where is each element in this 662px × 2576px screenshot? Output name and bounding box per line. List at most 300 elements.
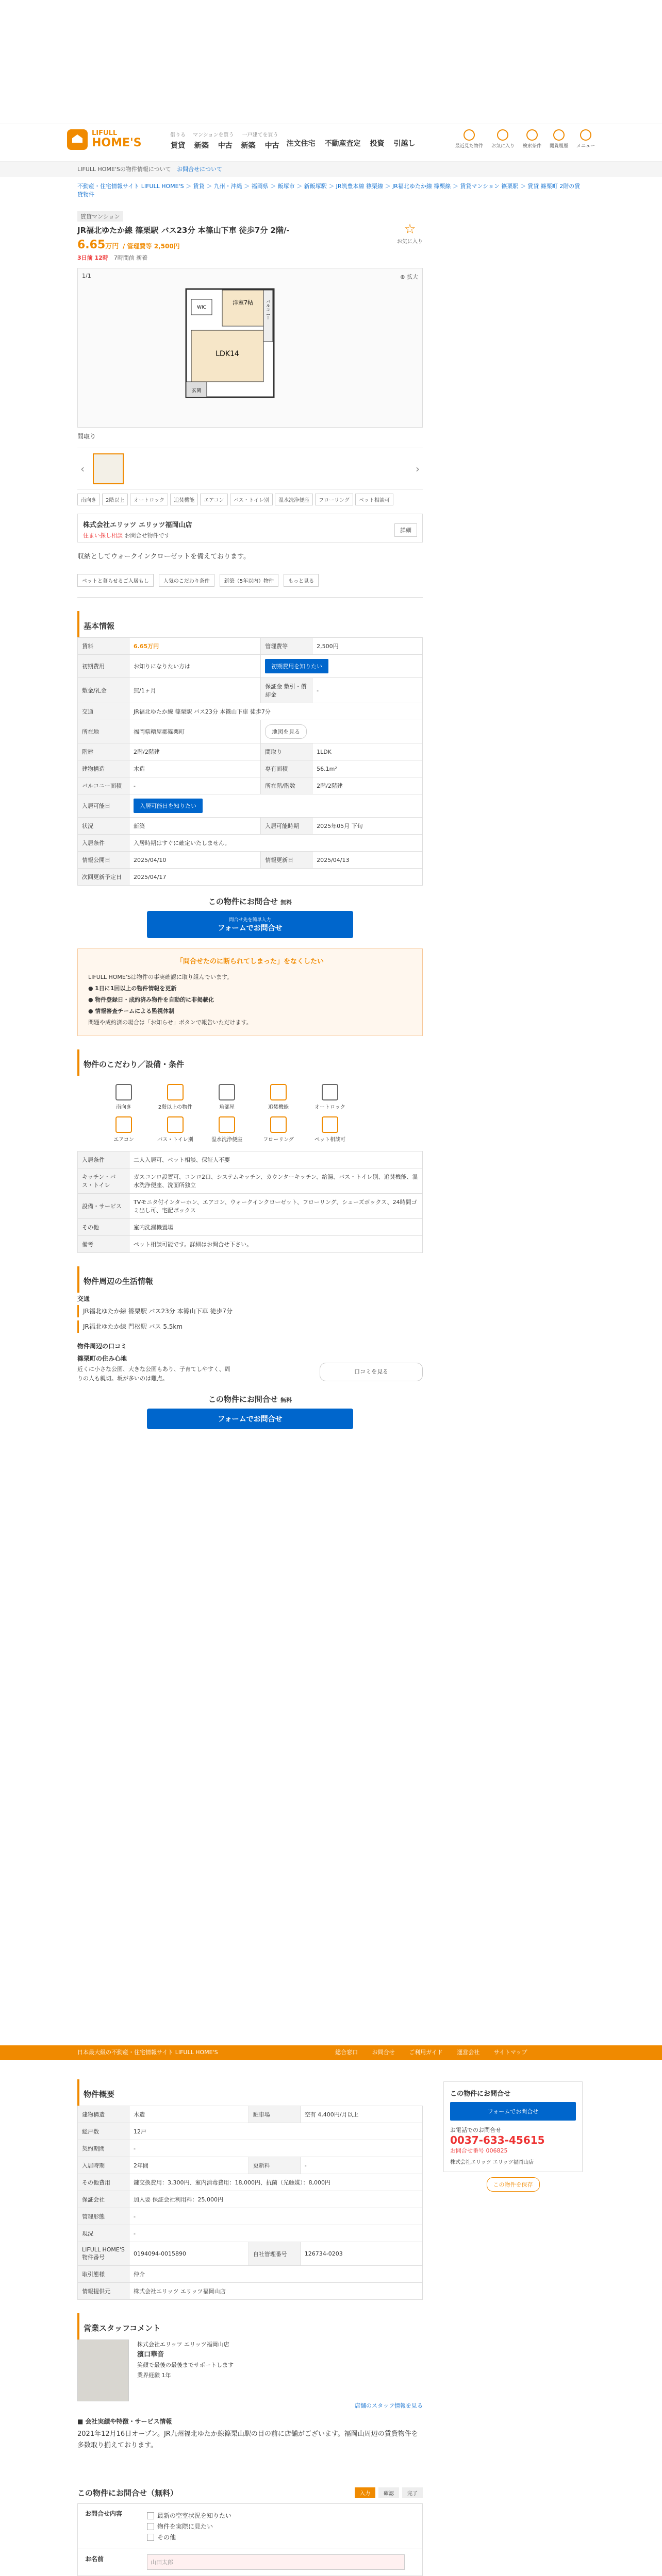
- trouble-point: 1日に1回以上の物件情報を更新: [95, 985, 177, 992]
- table-row: [78, 2266, 423, 2283]
- checkbox[interactable]: [147, 2523, 154, 2530]
- th: 所在地: [78, 720, 129, 743]
- th: 保証金 敷引・償却金: [261, 678, 312, 703]
- menu-button[interactable]: [576, 129, 595, 149]
- nav-group-house: [241, 130, 279, 150]
- table-row: [78, 777, 423, 794]
- staff-photo: [77, 2340, 129, 2401]
- basic-info-title: 基本情報: [77, 611, 423, 637]
- fi-label: バス・トイレ別: [157, 1137, 193, 1143]
- th: 入居可能時期: [261, 818, 312, 835]
- table-row: [78, 720, 423, 743]
- logo-bottom: HOME'S: [92, 137, 142, 150]
- contact-free: 無料: [280, 1397, 292, 1403]
- td: 2025年05月 下旬: [312, 818, 423, 835]
- info-a: 3日前 12時: [77, 255, 108, 261]
- lock-icon: [322, 1084, 338, 1100]
- side-phone-id: お問合せ番号 006825: [450, 2147, 508, 2154]
- td: -: [129, 2140, 423, 2157]
- td: 木造: [129, 760, 261, 777]
- favorites-button[interactable]: [491, 129, 515, 149]
- table-row: [78, 818, 423, 835]
- th: 備考: [78, 1236, 129, 1253]
- initial-cost-button[interactable]: 初期費用を知りたい: [265, 659, 328, 673]
- td: -: [129, 2225, 423, 2242]
- query-option[interactable]: [147, 2511, 231, 2520]
- band-link[interactable]: ご利用ガイド: [409, 2049, 443, 2056]
- td: お知りになりたい方は: [129, 655, 261, 678]
- td: 福岡県糟屋郡篠栗町: [129, 720, 261, 743]
- staff-name: 濱口華音: [137, 2351, 164, 2359]
- search-icon: [526, 129, 538, 141]
- th: バルコニー面積: [78, 777, 129, 794]
- td: 二人入居可、ペット相談、保証人不要: [129, 1151, 423, 1168]
- contact-button-label: フォームでお問合せ: [218, 1415, 283, 1423]
- fi-label: 角部屋: [219, 1105, 235, 1110]
- env-route: JR福北ゆたか線 門松駅 バス 5.5km: [77, 1320, 423, 1333]
- th: 交通: [78, 703, 129, 720]
- feature-reheat: [253, 1084, 304, 1110]
- next-arrow-icon[interactable]: ›: [416, 463, 420, 475]
- nav-house-used[interactable]: 中古: [264, 142, 279, 150]
- saved-search-button[interactable]: [523, 129, 541, 149]
- fi-label: フローリング: [263, 1137, 294, 1143]
- th: 設備・サービス: [78, 1194, 129, 1219]
- label: メニュー: [576, 144, 595, 149]
- listing-info: [77, 253, 423, 262]
- fi-label: ペット相談可: [315, 1137, 345, 1143]
- th: 駐車場: [249, 2106, 300, 2123]
- env-block: [77, 1293, 423, 1383]
- heart-icon: [497, 129, 508, 141]
- td: 空有 4,400円/月以上: [300, 2106, 422, 2123]
- band-link[interactable]: サイトマップ: [493, 2049, 527, 2056]
- th: その他費用: [78, 2174, 129, 2191]
- feature-chip: 南向き: [77, 494, 100, 505]
- name-input[interactable]: 山田太郎: [147, 2554, 405, 2570]
- basic-info-table: [77, 637, 423, 886]
- sub-bar: [0, 162, 662, 177]
- nav-rent[interactable]: 賃貸: [171, 142, 185, 150]
- photo-gallery[interactable]: [77, 268, 423, 428]
- feature-chip: フローリング: [315, 494, 353, 505]
- td: JR福北ゆたか線 篠栗駅 バス23分 本篠山下車 徒歩7分: [129, 703, 423, 720]
- plan-room-label: WIC: [197, 305, 206, 310]
- td: 無/1ヶ月: [129, 678, 261, 703]
- contact-title: この物件にお問合せ: [208, 897, 278, 906]
- logo-mark-icon: [67, 129, 88, 150]
- env-route: JR福北ゆたか線 篠栗駅 バス23分 本篠山下車 徒歩7分: [77, 1305, 423, 1317]
- building-icon: [167, 1084, 184, 1100]
- table-row: [78, 2242, 423, 2266]
- point-chips: [77, 569, 423, 598]
- nav-cap: 一戸建てを買う: [242, 132, 278, 138]
- feature-chip: ペット相談可: [355, 494, 393, 505]
- nav-cap: 借りる: [170, 132, 186, 138]
- map-button[interactable]: 地図を見る: [265, 724, 307, 739]
- table-row: [78, 1236, 423, 1253]
- table-row: [78, 1219, 423, 1236]
- table-row: [78, 678, 423, 703]
- td: -: [129, 777, 261, 794]
- query-option[interactable]: [147, 2522, 231, 2531]
- th: 階建: [78, 743, 129, 760]
- plan-room-label: 洋室7帖: [233, 299, 253, 306]
- main-column: [77, 211, 423, 1439]
- nav-moving[interactable]: 引越し: [393, 140, 416, 148]
- td: 鍵交換費用：3,300円、室内消毒費用：18,000円、抗菌（光触媒）：8,000円: [129, 2174, 423, 2191]
- contact-form-button[interactable]: [147, 1409, 353, 1429]
- property-type-tag: 賃貸マンション: [77, 211, 123, 222]
- nav-mansion-used[interactable]: 中古: [218, 142, 233, 150]
- td: ペット相談可能です。詳細はお問合せ下さい。: [129, 1236, 423, 1253]
- form-label: お問合せ内容: [85, 2510, 123, 2517]
- table-row: [78, 835, 423, 852]
- nav-group-other: [287, 130, 416, 150]
- clock-icon: [464, 129, 475, 141]
- feature-autolock: [304, 1084, 356, 1110]
- th: 入居時期: [78, 2157, 129, 2174]
- th: 敷金/礼金: [78, 678, 129, 703]
- table-row: [78, 2283, 423, 2300]
- table-row: [78, 1168, 423, 1194]
- menu-icon: [580, 129, 591, 141]
- trouble-point: 物件登録日・成約済み物件を自動的に非掲載化: [95, 996, 214, 1003]
- pet-icon: [322, 1116, 338, 1133]
- th: 取引態様: [78, 2266, 129, 2283]
- agent-card[interactable]: [77, 514, 423, 543]
- table-row: [78, 2140, 423, 2157]
- nav-assessment[interactable]: 不動産査定: [324, 140, 361, 148]
- staff-msg: 笑顔で最後の最後までサポートします: [137, 2362, 234, 2368]
- nav-house-new[interactable]: 新築: [241, 142, 256, 150]
- th: 自社管理番号: [249, 2242, 300, 2266]
- td: ガスコンロ設置可、コンロ2口、システムキッチン、カウンターキッチン、給湯、バス・トイレ別、追焚機能、温水洗浄便座、洗面所独立: [129, 1168, 423, 1194]
- orange-band: [0, 2045, 662, 2060]
- nav-cap: マンションを買う: [193, 132, 234, 138]
- header-icons: [455, 129, 595, 149]
- favorite-button[interactable]: [397, 222, 423, 245]
- side-title: この物件にお問合せ: [450, 2090, 511, 2098]
- th: LIFULL HOME'S 物件番号: [78, 2242, 129, 2266]
- feature-chip: 2階以上: [102, 494, 128, 505]
- point-chip[interactable]: 新築（5年以内）物件: [220, 574, 278, 587]
- env-word-sub: 篠栗町の住み心地: [77, 1355, 127, 1362]
- fi-label: オートロック: [315, 1105, 345, 1110]
- star-icon: ☆: [404, 222, 416, 237]
- option-label: 物件を実際に見たい: [157, 2523, 213, 2530]
- td: 2年間: [129, 2157, 249, 2174]
- nav-group-rent: [170, 130, 186, 150]
- table-row: [78, 852, 423, 869]
- th: 所在階/階数: [261, 777, 312, 794]
- th: 建物構造: [78, 2106, 129, 2123]
- side-company: 株式会社エリッツ エリッツ福岡山店: [450, 2160, 534, 2165]
- bath-icon: [270, 1084, 287, 1100]
- td: 仲介: [129, 2266, 423, 2283]
- td: 6.65万円: [129, 638, 261, 655]
- thumbnail-strip: [77, 448, 423, 489]
- th: 総戸数: [78, 2123, 129, 2140]
- aircon-icon: [115, 1116, 132, 1133]
- feature-corner: [201, 1084, 253, 1110]
- td: 0194094-0015890: [129, 2242, 249, 2266]
- feature-washlet: [201, 1116, 253, 1143]
- fi-label: 追焚機能: [268, 1105, 289, 1110]
- photo-caption: 間取り: [77, 428, 423, 448]
- washlet-icon: [219, 1116, 235, 1133]
- td: 2階/2階建: [312, 777, 423, 794]
- td: 加入要 保証会社利用料：25,000円: [129, 2191, 423, 2208]
- form-row-name: [78, 2549, 422, 2575]
- side-favorite-button[interactable]: この物件を保存: [487, 2177, 540, 2192]
- feature-chips: [77, 489, 423, 510]
- th: 更新料: [249, 2157, 300, 2174]
- td: 室内洗濯機置場: [129, 1219, 423, 1236]
- table-row: [78, 2208, 423, 2225]
- staff-block: [77, 2340, 423, 2401]
- feature-chip: 温水洗浄便座: [275, 494, 313, 505]
- fi-label: エアコン: [113, 1137, 134, 1143]
- table-row: [78, 2174, 423, 2191]
- contact-title: この物件にお問合せ: [208, 1395, 278, 1404]
- table-row: [78, 703, 423, 720]
- site-logo[interactable]: [67, 129, 142, 150]
- td: 2025/04/17: [129, 869, 423, 886]
- label: 最近見た物件: [455, 144, 483, 149]
- trouble-head: 「問合せたのに断られてしまった」をなくしたい: [176, 958, 324, 965]
- company-section-head: ■ 会社実績や特徴・サービス情報: [77, 2418, 172, 2425]
- company-section-body: 2021年12月16日オープン。JR九州福北ゆたか線篠栗山駅の目の前に店舗がございます。福岡山周辺の賃貸物件を多数取り揃えております。: [77, 2430, 418, 2449]
- plan-room-label: 玄関: [191, 388, 202, 394]
- band-link[interactable]: お問合せ: [372, 2049, 395, 2056]
- mgmt-fee: / 管理費等 2,500円: [122, 243, 180, 250]
- table-row: [78, 638, 423, 655]
- sidebar: [443, 2081, 583, 2192]
- table-row: [78, 2225, 423, 2242]
- overview-table: [77, 2106, 423, 2300]
- features-table: [77, 1151, 423, 1253]
- staff-shop: 株式会社エリッツ エリッツ福岡山店: [137, 2341, 229, 2348]
- band-link[interactable]: 運営会社: [457, 2049, 480, 2056]
- td: 2025/04/13: [312, 852, 423, 869]
- property-comment: 収納としてウォークインクローゼットを備えております。: [77, 553, 251, 561]
- td: 126734-0203: [300, 2242, 422, 2266]
- table-row: [78, 760, 423, 777]
- point-chip[interactable]: もっと見る: [284, 574, 319, 587]
- th: 次回更新予定日: [78, 869, 129, 886]
- feature-bath-toilet: [150, 1116, 201, 1143]
- point-chip[interactable]: ペットと暮らせるご入居もし: [77, 574, 154, 587]
- env-traffic: 交通: [77, 1295, 90, 1302]
- point-chip[interactable]: 人気のこだわり条件: [159, 574, 214, 587]
- feature-pet: [304, 1116, 356, 1143]
- site-header: [0, 124, 662, 162]
- td: -: [129, 2208, 423, 2225]
- side-phone[interactable]: 0037-633-45615: [450, 2134, 545, 2146]
- fi-label: 南向き: [116, 1105, 131, 1110]
- td: 2,500円: [312, 638, 423, 655]
- table-row: [78, 2106, 423, 2123]
- th: その他: [78, 1219, 129, 1236]
- feature-chip: バス・トイレ別: [230, 494, 273, 505]
- contact-button-label: フォームでお問合せ: [218, 924, 283, 933]
- step: 入力: [355, 2487, 375, 2498]
- rent-value: 6.65: [77, 239, 106, 251]
- staff-more-link[interactable]: 店舗のスタッフ情報を見る: [355, 2402, 423, 2409]
- th: 契約期間: [78, 2140, 129, 2157]
- staff-years: 業界経験 1年: [137, 2372, 171, 2379]
- agent-detail-button[interactable]: 詳細: [394, 523, 417, 537]
- option-label: 最新の空室状況を知りたい: [157, 2512, 232, 2519]
- step: 確認: [378, 2487, 399, 2498]
- fi-label: 2階以上の物件: [158, 1105, 193, 1110]
- band-link[interactable]: 総合窓口: [335, 2049, 358, 2056]
- label: 検索条件: [522, 144, 541, 149]
- form-label: お名前: [85, 2555, 104, 2563]
- trouble-line: LIFULL HOME'Sは物件の事実確認に取り組んでいます。: [88, 974, 233, 980]
- side-phone-cap: お電話でのお問合せ: [450, 2127, 501, 2133]
- band-text: 日本最大級の不動産・住宅情報サイト LIFULL HOME'S: [77, 2049, 218, 2056]
- table-row: [78, 2157, 423, 2174]
- env-word-body: 近くに小さな公園、大きな公園もあり、子育てしやすく、周りの人も親切。坂が多いのは難点。: [77, 1366, 230, 1382]
- td: 1LDK: [312, 743, 423, 760]
- zoom-button[interactable]: ⊕ 拡大: [400, 274, 418, 280]
- td: -: [312, 678, 423, 703]
- td: 56.1m²: [312, 760, 423, 777]
- info-b: 7時間前 新着: [113, 255, 148, 261]
- checkbox[interactable]: [147, 2512, 154, 2519]
- rent-price: [77, 239, 423, 251]
- inquiry-form: [77, 2487, 423, 2576]
- nav-custom-house[interactable]: 注文住宅: [286, 140, 316, 148]
- contact-note: 問合せ先を簡単入力: [229, 918, 271, 923]
- checkbox[interactable]: [147, 2534, 154, 2541]
- td: 12戸: [129, 2123, 423, 2140]
- rent-unit: 万円: [105, 243, 119, 250]
- table-row: [78, 2191, 423, 2208]
- move-in-date-button[interactable]: 入居可能日を知りたい: [134, 799, 203, 813]
- td: 2025/04/10: [129, 852, 261, 869]
- table-row: [78, 743, 423, 760]
- th: 賃料: [78, 638, 129, 655]
- floor-plan-image: [166, 279, 294, 408]
- history-icon: [553, 129, 565, 141]
- contact-free: 無料: [280, 899, 292, 906]
- feature-chip: エアコン: [200, 494, 228, 505]
- main-nav: [170, 130, 423, 150]
- nav-group-mansion: [193, 130, 234, 150]
- td: 木造: [129, 2106, 249, 2123]
- image-counter: 1/1: [82, 273, 91, 279]
- trouble-foot: 問題や成約済の場合は「お知らせ」ボタンで報告いただけます。: [88, 1019, 252, 1026]
- subbar-text: LIFULL HOME'Sの物件情報について: [77, 166, 171, 173]
- step: 完了: [402, 2487, 423, 2498]
- table-row: [78, 1194, 423, 1219]
- table-row: [78, 1151, 423, 1168]
- feature-south: [98, 1084, 150, 1110]
- plan-room-label: LDK14: [216, 350, 239, 358]
- agent-order: 住まい探し相談: [83, 532, 123, 539]
- th: 現況: [78, 2225, 129, 2242]
- contact-block-2: [77, 1383, 423, 1439]
- feature-icons: [77, 1076, 423, 1151]
- env-title: 物件周辺の生活情報: [77, 1266, 423, 1293]
- trouble-point: 情報審査チームによる監視体制: [95, 1008, 175, 1014]
- td: -: [300, 2157, 422, 2174]
- property-title: JR福北ゆたか線 篠栗駅 バス23分 本篠山下車 徒歩7分 2階/-: [77, 226, 290, 235]
- th: 管理形態: [78, 2208, 129, 2225]
- th: キッチン・バス・トイレ: [78, 1168, 129, 1194]
- contact-block: [77, 886, 423, 948]
- td: TVモニタ付インターホン、エアコン、ウォークインクローゼット、フローリング、シューズボックス、24時間ゴミ出し可、宅配ボックス: [129, 1194, 423, 1219]
- feature-2f: [150, 1084, 201, 1110]
- overview-title: 物件概要: [77, 2079, 423, 2106]
- table-row: [78, 794, 423, 818]
- table-row: [78, 655, 423, 678]
- feature-chip: オートロック: [130, 494, 168, 505]
- logo-top: LIFULL: [92, 129, 118, 137]
- nav-invest[interactable]: 投資: [370, 140, 385, 148]
- feature-flooring: [253, 1116, 304, 1143]
- query-option[interactable]: [147, 2533, 231, 2541]
- th: 専有面積: [261, 760, 312, 777]
- agent-order-sub: お問合せ物件です: [124, 532, 170, 539]
- td: 2階/2階建: [129, 743, 261, 760]
- label: 閲覧履歴: [549, 144, 568, 149]
- top-blank: [0, 0, 662, 124]
- label: お気に入り: [491, 144, 515, 149]
- table-row: [78, 2123, 423, 2140]
- table-row: [78, 869, 423, 886]
- th: 情報更新日: [261, 852, 312, 869]
- th: 建物構造: [78, 760, 129, 777]
- th: 入居可能日: [78, 794, 129, 818]
- nav-mansion-new[interactable]: 新築: [194, 142, 209, 150]
- staff-title: 営業スタッフコメント: [77, 2313, 423, 2340]
- plan-room-label: バルコニー: [266, 299, 271, 320]
- th: 状況: [78, 818, 129, 835]
- trouble-notice: 「問合せたのに断られてしまった」をなくしたい LIFULL HOME'Sは物件の事実確認に取り組んでいます。 ● 1日に1回以上の物件情報を更新 ● 物件登録日・成約済み物件を自動的に非掲載化 ● 情報審査チームによる監視体制 問題や成約済の場合は「お知らせ」ボタンで報告いただけます。: [77, 948, 423, 1036]
- th: 管理費等: [261, 638, 312, 655]
- review-button[interactable]: 口コミを見る: [320, 1363, 423, 1381]
- recent-button[interactable]: [455, 129, 483, 149]
- form-row-query: [78, 2504, 422, 2549]
- th: 情報提供元: [78, 2283, 129, 2300]
- main-column-2: [77, 2066, 423, 2576]
- thumbnail[interactable]: [93, 453, 124, 484]
- td: 新築: [129, 818, 261, 835]
- feature-chip: 追焚機能: [170, 494, 198, 505]
- prev-arrow-icon[interactable]: ‹: [80, 463, 85, 475]
- side-form-button[interactable]: フォームでお問合せ: [450, 2102, 576, 2121]
- option-label: その他: [157, 2534, 176, 2541]
- side-contact: [443, 2081, 583, 2172]
- td: 入居時期はすぐに確定いたしません。: [129, 835, 423, 852]
- agent-name: 株式会社エリッツ エリッツ福岡山店: [83, 521, 192, 529]
- th: 入居条件: [78, 1151, 129, 1168]
- td: 株式会社エリッツ エリッツ福岡山店: [129, 2283, 423, 2300]
- subbar-link[interactable]: お問合せについて: [177, 166, 222, 173]
- favorite-label: お気に入り: [397, 239, 423, 245]
- env-word-title: 物件周辺の口コミ: [77, 1343, 127, 1350]
- contact-form-button[interactable]: [147, 911, 353, 938]
- fi-label: 温水洗浄便座: [211, 1137, 242, 1143]
- history-button[interactable]: [550, 129, 568, 149]
- breadcrumb[interactable]: 不動産・住宅情報サイト LIFULL HOME'S ＞ 賃貸 ＞ 九州・沖縄 ＞ 福岡県 ＞ 飯塚市 ＞ 新飯塚駅 ＞ JR筑豊本線 篠栗線 ＞ JR福北ゆたか線 篠栗線 ＞ 賃貸マンション 篠栗駅 ＞ 賃貸 篠栗町 2階の賃貸物件: [77, 183, 581, 198]
- th: 保証会社: [78, 2191, 129, 2208]
- th: 初期費用: [78, 655, 129, 678]
